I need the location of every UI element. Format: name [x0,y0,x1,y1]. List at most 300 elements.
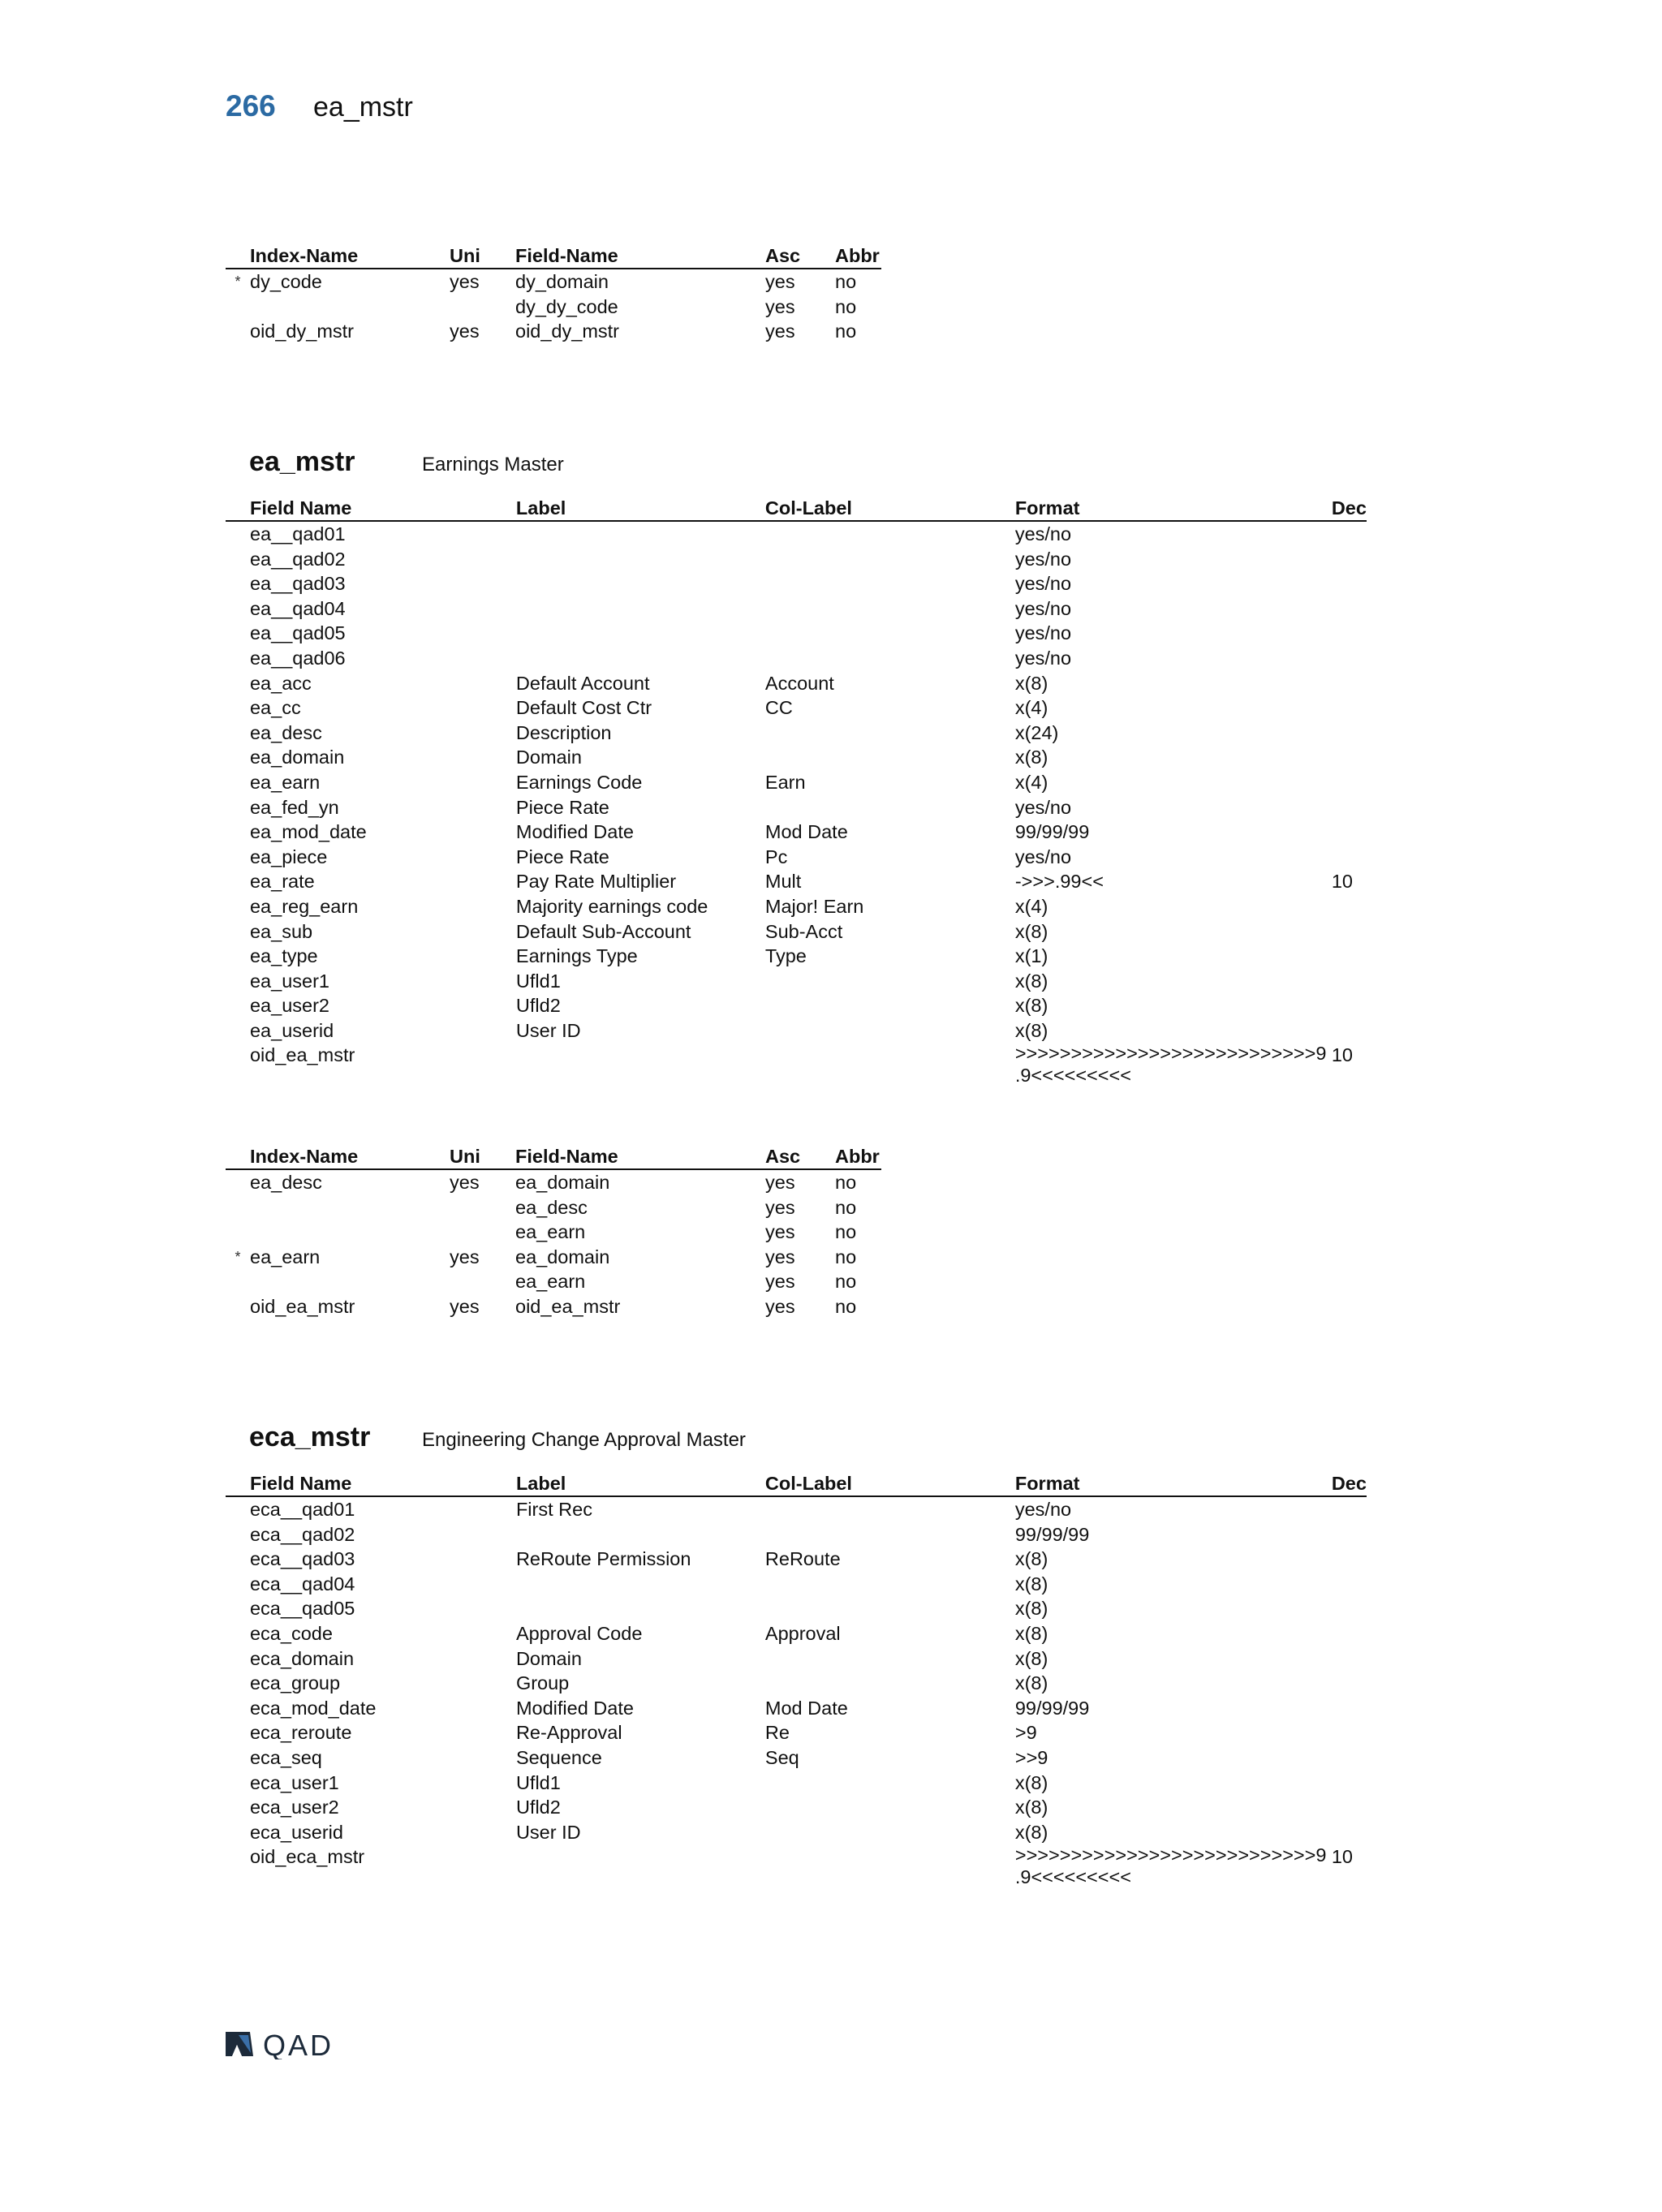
field-row [226,770,1367,795]
cell-format: x(24) [1014,721,1059,743]
cell-dec [1332,1720,1367,1745]
cell-col-label [765,1646,1015,1672]
cell-field: ea_domain [515,1246,610,1267]
cell-field: ea_sub [249,920,313,942]
cell-col-label: Pc [764,846,788,867]
cell-index [250,1220,450,1245]
field-row [226,695,1367,721]
header-label: Label [515,1473,566,1494]
cell-dec [1332,1496,1367,1522]
cell-dec: 10 [1331,871,1353,893]
cell-field: ea_type [249,945,318,967]
ea-mstr-table-name: ea_mstr [249,446,355,477]
cell-dec: 10 [1331,1846,1353,1868]
field-row [226,1596,1367,1621]
cell-format: x(8) [1014,920,1048,942]
cell-dec [1332,646,1367,671]
cell-format: x(4) [1014,697,1048,719]
cell-uni [450,1195,515,1220]
field-row [226,969,1367,994]
header-dec: Dec [1331,1473,1367,1494]
cell-uni [450,1269,515,1294]
cell-format: x(4) [1014,771,1048,793]
cell-format: yes/no [1014,548,1072,570]
cell-format: yes/no [1014,1499,1072,1520]
cell-format: x(8) [1014,995,1048,1017]
field-row [226,1671,1367,1696]
cell-label: First Rec [515,1499,592,1520]
field-row [226,1547,1367,1572]
qad-logo [224,2029,346,2064]
spacer-cell [226,820,250,845]
cell-col-label: CC [764,697,793,719]
cell-format: yes/no [1014,647,1072,669]
cell-field: ea_cc [249,697,301,719]
index-row [226,269,881,295]
cell-col-label [765,1671,1015,1696]
spacer-cell [226,1795,250,1820]
cell-format: x(8) [1014,1622,1048,1644]
cell-star [226,295,250,320]
cell-dec [1332,1018,1367,1044]
eca-mstr-fields-body [226,1496,1367,1888]
ea-mstr-fields-body [226,521,1367,1087]
cell-col-label: Account [764,672,834,694]
field-row [226,1771,1367,1796]
header-label: Label [515,497,566,519]
cell-asc: yes [765,295,795,317]
cell-format: x(8) [1014,1821,1048,1843]
field-row [226,993,1367,1018]
cell-index: oid_dy_mstr [250,321,354,342]
cell-col-label: Seq [764,1746,799,1768]
spacer-cell [226,1720,250,1745]
cell-field: ea_piece [249,846,328,867]
cell-dec [1332,1696,1367,1721]
cell-format: ->>>.99<< [1014,871,1104,893]
spacer-cell [226,944,250,969]
field-row [226,1496,1367,1522]
cell-field: eca_user1 [249,1771,339,1793]
cell-asc: yes [765,1221,795,1243]
cell-dec [1332,894,1367,919]
cell-dec [1332,571,1367,596]
cell-field: ea_domain [249,747,345,768]
cell-index [250,295,450,320]
cell-abbr: no [835,271,857,292]
header-format: Format [1014,1473,1080,1494]
cell-col-label [765,1572,1015,1597]
cell-format: x(8) [1014,970,1048,992]
cell-field: ea_userid [249,1019,334,1041]
cell-format: yes/no [1014,573,1072,595]
cell-abbr: no [835,1246,857,1267]
field-row [226,820,1367,845]
cell-field: eca_group [249,1672,341,1694]
cell-abbr: no [835,1271,857,1293]
cell-dec [1332,845,1367,870]
cell-format: x(4) [1014,895,1048,917]
field-row [226,547,1367,572]
cell-col-label [765,1795,1015,1820]
cell-star [226,1269,250,1294]
cell-field: ea_rate [249,871,315,893]
field-row [226,1646,1367,1672]
cell-label [516,1522,765,1547]
cell-field: eca_reroute [249,1722,352,1744]
cell-col-label: Mod Date [764,821,848,843]
cell-asc: yes [765,1196,795,1218]
field-row [226,919,1367,945]
cell-star [226,1294,250,1319]
cell-dec [1332,596,1367,622]
cell-col-label: Mod Date [764,1697,848,1719]
cell-format: x(8) [1014,1573,1048,1594]
cell-col-label [765,795,1015,820]
cell-label: Domain [515,747,582,768]
dy-index-body [226,269,881,344]
field-row [226,1522,1367,1547]
spacer-cell [226,1844,250,1888]
cell-label [516,596,765,622]
page-header-title: ea_mstr [313,92,413,123]
cell-format: >9 [1014,1722,1037,1744]
cell-field: oid_ea_mstr [515,1295,621,1317]
eca-mstr-table-name: eca_mstr [249,1422,371,1452]
cell-label [516,646,765,671]
spacer-cell [226,1496,250,1522]
cell-field: ea_fed_yn [249,796,339,818]
cell-field: ea__qad01 [249,523,346,544]
cell-field: ea_mod_date [249,821,367,843]
cell-dec [1332,969,1367,994]
field-row [226,671,1367,696]
index-row [226,1220,881,1245]
cell-format: x(8) [1014,1598,1048,1620]
cell-abbr: no [835,1221,857,1243]
cell-asc: yes [765,1246,795,1267]
cell-dec [1332,721,1367,746]
field-row [226,1696,1367,1721]
cell-field: ea_desc [249,721,322,743]
cell-dec [1332,1522,1367,1547]
cell-dec [1332,944,1367,969]
cell-dec [1332,993,1367,1018]
field-row [226,1820,1367,1845]
index-header-row [226,243,881,269]
spacer-cell [226,1745,250,1771]
cell-star [226,319,250,344]
spacer-cell [226,1043,250,1087]
cell-star: * [235,273,241,290]
cell-field: oid_dy_mstr [515,321,619,342]
index-row [226,1195,881,1220]
spacer-cell [226,845,250,870]
spacer-cell [226,869,250,894]
spacer-cell [226,1522,250,1547]
cell-abbr: no [835,1196,857,1218]
cell-star [226,1169,250,1195]
cell-format: 99/99/99 [1014,1697,1090,1719]
cell-label [516,1572,765,1597]
header-index-name: Index-Name [250,1146,359,1167]
cell-field: ea_reg_earn [249,895,359,917]
cell-dec [1332,919,1367,945]
cell-format: x(8) [1014,1672,1048,1694]
cell-label [516,1596,765,1621]
spacer-cell [226,1596,250,1621]
cell-dec [1332,1547,1367,1572]
cell-col-label [765,969,1015,994]
cell-col-label: Earn [764,771,806,793]
cell-index [250,1195,450,1220]
cell-format: yes/no [1014,622,1072,644]
cell-field: ea_user1 [249,970,329,992]
spacer-cell [226,621,250,646]
spacer-cell [226,695,250,721]
index-header-row [226,1144,881,1169]
cell-col-label [765,547,1015,572]
cell-index: dy_code [250,271,322,292]
cell-uni [450,1220,515,1245]
cell-col-label [765,745,1015,770]
spacer-cell [226,993,250,1018]
field-row [226,1018,1367,1044]
field-row [226,721,1367,746]
spacer-cell [226,1820,250,1845]
cell-dec [1332,745,1367,770]
cell-uni: yes [450,271,480,292]
field-row [226,1043,1367,1087]
spacer-cell [226,745,250,770]
cell-label: Ufld1 [515,1771,561,1793]
cell-field: ea_user2 [249,995,329,1017]
spacer-cell [226,646,250,671]
cell-label: Earnings Code [515,771,643,793]
cell-col-label: ReRoute [764,1548,841,1570]
cell-field: ea_acc [249,672,312,694]
spacer-cell [226,969,250,994]
cell-dec [1332,695,1367,721]
cell-label: Modified Date [515,821,634,843]
cell-dec: 10 [1331,1044,1353,1066]
cell-format: yes/no [1014,523,1072,544]
cell-col-label: Re [764,1722,790,1744]
header-asc: Asc [765,1146,801,1167]
cell-field: ea_desc [515,1196,588,1218]
cell-dec [1332,795,1367,820]
header-uni: Uni [450,1146,480,1167]
cell-label: Ufld2 [515,1797,561,1818]
cell-format: yes/no [1014,846,1072,867]
cell-label: Default Account [515,672,650,694]
cell-col-label [765,521,1015,547]
eca-mstr-fields-table [226,1471,1367,1888]
cell-format: x(8) [1014,1771,1048,1793]
cell-label [516,547,765,572]
cell-format: x(8) [1014,747,1048,768]
cell-label: Pay Rate Multiplier [515,871,677,893]
cell-dec [1332,770,1367,795]
cell-dec [1332,1820,1367,1845]
cell-dec [1332,1795,1367,1820]
field-row [226,621,1367,646]
cell-label: Ufld2 [515,995,561,1017]
cell-star [226,1220,250,1245]
cell-label: Default Cost Ctr [515,697,652,719]
field-row [226,869,1367,894]
field-row [226,1621,1367,1646]
cell-field: ea_earn [515,1271,586,1293]
header-col-label: Col-Label [764,497,852,519]
field-header-row [226,496,1367,521]
spacer-cell [226,894,250,919]
cell-label: Approval Code [515,1622,643,1644]
index-row [226,1169,881,1195]
cell-col-label: Sub-Acct [764,920,843,942]
cell-field: eca__qad05 [249,1598,355,1620]
qad-logo-icon [224,2029,346,2059]
cell-field: eca_seq [249,1746,322,1768]
cell-uni: yes [450,1172,480,1193]
cell-dec [1332,1572,1367,1597]
cell-label: Modified Date [515,1697,634,1719]
cell-dec [1332,671,1367,696]
cell-dec [1332,1596,1367,1621]
cell-label: Domain [515,1647,582,1669]
cell-field: ea__qad06 [249,647,346,669]
index-row [226,319,881,344]
cell-asc: yes [765,1172,795,1193]
cell-format: x(8) [1014,672,1048,694]
spacer-cell [226,1771,250,1796]
cell-field: dy_domain [515,271,609,292]
field-header-row [226,1471,1367,1496]
cell-format: 99/99/99 [1014,821,1090,843]
cell-label: Default Sub-Account [515,920,691,942]
cell-dec [1332,547,1367,572]
field-row [226,1795,1367,1820]
cell-dec [1332,521,1367,547]
cell-field: ea__qad04 [249,597,346,619]
cell-field: dy_dy_code [515,295,618,317]
cell-col-label [765,1596,1015,1621]
cell-dec [1332,621,1367,646]
cell-field: eca__qad01 [249,1499,355,1520]
spacer-cell [226,1572,250,1597]
cell-format: >>9 [1014,1746,1048,1768]
cell-field: ea__qad05 [249,622,346,644]
cell-col-label [765,571,1015,596]
cell-uni: yes [450,1295,480,1317]
cell-uni: yes [450,321,480,342]
page-number: 266 [226,89,276,123]
field-row [226,521,1367,547]
cell-label: Description [515,721,612,743]
cell-format: >>>>>>>>>>>>>>>>>>>>>>>>>>>9 .9<<<<<<<<< [1014,1043,1327,1087]
dy-index-table [226,243,881,344]
eca-mstr-description: Engineering Change Approval Master [422,1429,746,1451]
spacer-cell [226,795,250,820]
cell-asc: yes [765,321,795,342]
spacer-cell [226,1018,250,1044]
cell-dec [1332,1671,1367,1696]
cell-asc: yes [765,1271,795,1293]
ea-mstr-index-body [226,1169,881,1319]
cell-col-label: Approval [764,1622,841,1644]
cell-dec [1332,820,1367,845]
index-row [226,1245,881,1270]
ea-mstr-description: Earnings Master [422,454,564,476]
cell-col-label [765,1018,1015,1044]
cell-field: ea__qad03 [249,573,346,595]
cell-col-label: Major! Earn [764,895,864,917]
cell-dec [1332,1621,1367,1646]
cell-abbr: no [835,1172,857,1193]
header-field-name: Field-Name [515,245,618,266]
spacer-cell [226,770,250,795]
cell-col-label [765,596,1015,622]
cell-abbr: no [835,321,857,342]
cell-label: Sequence [515,1746,602,1768]
cell-uni: yes [450,1246,480,1267]
cell-format: x(8) [1014,1797,1048,1818]
spacer-cell [226,547,250,572]
cell-col-label: Mult [764,871,802,893]
ea-mstr-fields-table [226,496,1367,1087]
cell-label: ReRoute Permission [515,1548,691,1570]
cell-field: ea_earn [249,771,321,793]
cell-dec [1332,1646,1367,1672]
cell-col-label [765,1844,1015,1888]
cell-abbr: no [835,1295,857,1317]
header-abbr: Abbr [835,1146,880,1167]
field-row [226,845,1367,870]
spacer-cell [226,571,250,596]
cell-field: eca__qad03 [249,1548,355,1570]
cell-col-label [765,1522,1015,1547]
cell-col-label [765,993,1015,1018]
cell-format: x(8) [1014,1647,1048,1669]
cell-field: eca_code [249,1622,333,1644]
cell-asc: yes [765,1295,795,1317]
header-field-name: Field-Name [515,1146,618,1167]
cell-index [250,1269,450,1294]
cell-index: ea_desc [250,1172,322,1193]
cell-star [226,1195,250,1220]
field-row [226,1844,1367,1888]
cell-format: yes/no [1014,796,1072,818]
cell-label: Ufld1 [515,970,561,992]
field-row [226,1720,1367,1745]
spacer-cell [226,1671,250,1696]
cell-field: oid_eca_mstr [249,1846,365,1868]
cell-uni [450,295,515,320]
cell-label: User ID [515,1019,581,1041]
cell-label: Piece Rate [515,846,609,867]
field-row [226,944,1367,969]
cell-star: * [235,1248,241,1265]
cell-format: x(8) [1014,1548,1048,1570]
spacer-cell [226,1646,250,1672]
spacer-cell [226,521,250,547]
cell-label: User ID [515,1821,581,1843]
cell-label [516,621,765,646]
cell-field: ea_domain [515,1172,610,1193]
cell-format: x(1) [1014,945,1048,967]
spacer-cell [226,1621,250,1646]
cell-format: >>>>>>>>>>>>>>>>>>>>>>>>>>>9 .9<<<<<<<<< [1014,1844,1327,1888]
